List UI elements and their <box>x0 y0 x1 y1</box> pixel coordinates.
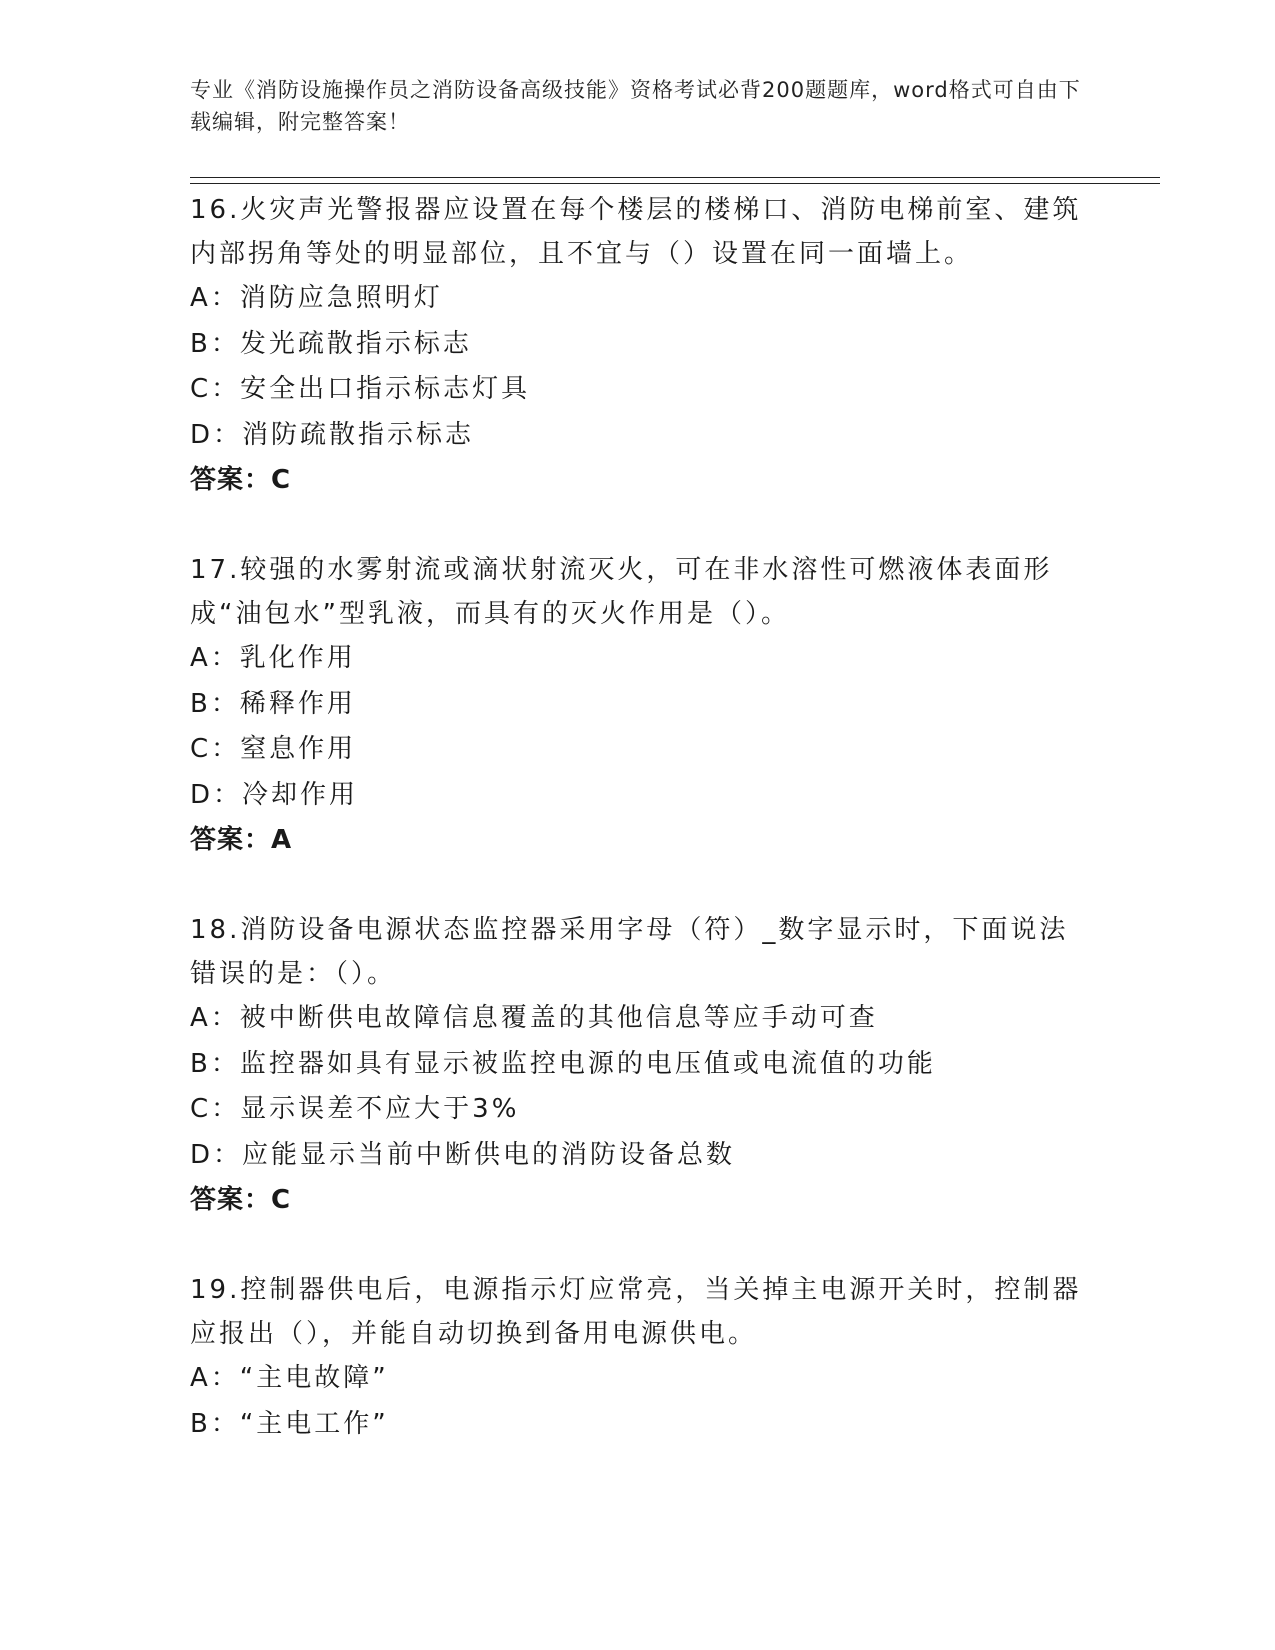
option-d: D：冷却作用 <box>190 779 359 810</box>
question-item <box>190 548 1090 863</box>
question-text: 17.较强的水雾射流或滴状射流灭火，可在非水溶性可燃液体表面形成“油包水”型乳液，而具有的灭火作用是（）。 <box>190 555 1053 629</box>
option-c: C：显示误差不应大于3% <box>190 1094 520 1124</box>
document-header: 专业《消防设施操作员之消防设备高级技能》资格考试必背200题题库，word格式可自由下载编辑，附完整答案！ <box>190 78 1081 134</box>
answer-text: 答案：C <box>190 465 292 495</box>
header-divider-bottom <box>190 183 1160 184</box>
question-text: 19.控制器供电后，电源指示灯应常亮，当关掉主电源开关时，控制器应报出（），并能自动切换到备用电源供电。 <box>190 1275 1082 1349</box>
option-b: B：“主电工作” <box>190 1408 389 1439</box>
question-item <box>190 908 1090 1223</box>
option-b: B：发光疏散指示标志 <box>190 328 472 359</box>
header-divider-top <box>190 177 1160 178</box>
option-b: B：监控器如具有显示被监控电源的电压值或电流值的功能 <box>190 1048 936 1079</box>
question-text: 18.消防设备电源状态监控器采用字母（符）_数字显示时，下面说法错误的是：（）。 <box>190 915 1069 989</box>
question-item <box>190 188 1090 503</box>
question-list <box>190 188 1090 1492</box>
option-a: A：消防应急照明灯 <box>190 283 443 313</box>
option-c: C：窒息作用 <box>190 734 357 764</box>
option-d: D：消防疏散指示标志 <box>190 419 475 450</box>
option-c: C：安全出口指示标志灯具 <box>190 374 531 404</box>
question-text: 16.火灾声光警报器应设置在每个楼层的楼梯口、消防电梯前室、建筑内部拐角等处的明显部位，且不宜与（）设置在同一面墙上。 <box>190 195 1082 269</box>
option-d: D：应能显示当前中断供电的消防设备总数 <box>190 1139 736 1170</box>
option-a: A：乳化作用 <box>190 643 356 673</box>
option-a: A：“主电故障” <box>190 1363 389 1393</box>
option-a: A：被中断供电故障信息覆盖的其他信息等应手动可查 <box>190 1003 878 1033</box>
answer-text: 答案：A <box>190 825 293 855</box>
question-item <box>190 1268 1090 1447</box>
option-b: B：稀释作用 <box>190 688 356 719</box>
answer-text: 答案：C <box>190 1185 292 1215</box>
